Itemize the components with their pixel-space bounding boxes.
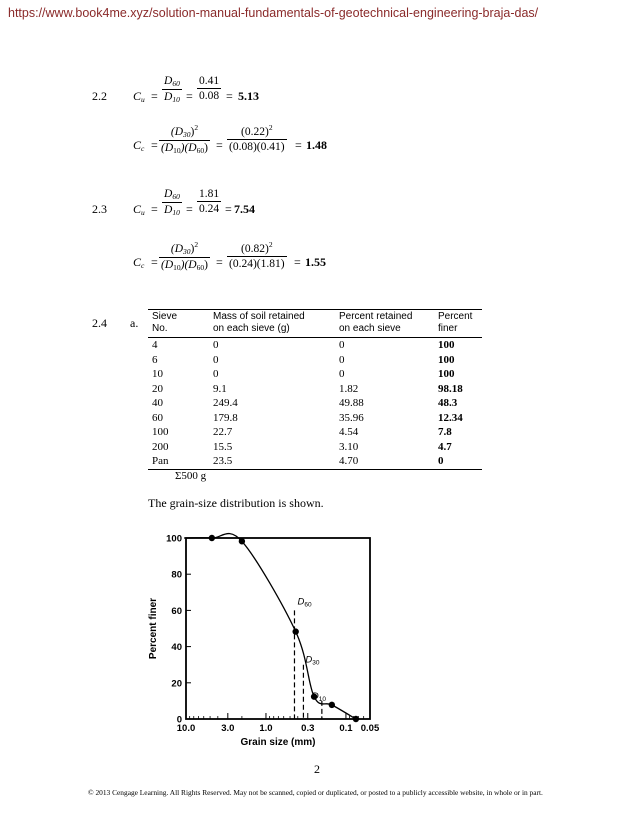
- sieve-no-cell: 60: [152, 411, 163, 424]
- annotation-d10: [312, 691, 326, 703]
- cc-result: 1.48: [306, 138, 327, 152]
- percent-finer-cell: 48.3: [438, 397, 458, 409]
- sieve-no-cell: Pan: [152, 455, 169, 467]
- percent-retained-cell: 3.10: [339, 440, 359, 453]
- header-url[interactable]: https://www.book4me.xyz/solution-manual-fundamentals-of-geotechnical-engineering-braja-das/: [8, 6, 539, 20]
- grain-size-curve: [184, 534, 356, 719]
- cu-numeric-fraction: $\frac{0.41}{0.08}$: [199, 75, 220, 102]
- copyright-notice: © 2013 Cengage Learning. All Rights Reserved. May not be scanned, copied or duplicated, or posted to a publicly accessible website, in whole or in part.: [88, 788, 543, 797]
- y-tick-label: 80: [171, 569, 182, 581]
- table-row: [148, 338, 482, 353]
- annotation-subscript: 10: [318, 695, 326, 703]
- table-row: [148, 353, 482, 368]
- sieve-no-cell: 10: [152, 368, 163, 380]
- cc-symbolic-fraction: $\frac{(D_{30})^2}{(D_{10})(D_{60})}$: [161, 240, 208, 272]
- x-tick-label: 3.0: [221, 723, 235, 734]
- equals-sign: =: [225, 202, 232, 216]
- percent-finer-cell: 98.18: [438, 382, 463, 395]
- percent-finer-cell: 12.34: [438, 411, 463, 424]
- percent-finer-cell: 7.8: [438, 426, 452, 438]
- cu-symbol: $C_u$: [133, 89, 145, 104]
- problem-number-2-4: 2.4: [92, 316, 107, 330]
- problem-number-2-2: 2.2: [92, 89, 107, 103]
- equals-sign: =: [216, 138, 223, 152]
- x-tick-label: 1.0: [259, 723, 273, 734]
- y-axis-label: Percent finer: [148, 597, 159, 660]
- percent-retained-cell: 4.54: [339, 426, 359, 438]
- cc-result: 1.55: [305, 255, 326, 269]
- annotation-subscript: 30: [312, 659, 320, 667]
- x-tick-label: 10.0: [176, 723, 196, 734]
- annotation-d30: [305, 655, 319, 667]
- cu-symbol: $C_u$: [133, 202, 145, 217]
- percent-retained-cell: 49.88: [339, 397, 364, 409]
- header-percent-retained: Percent retained on each sieve: [339, 311, 413, 334]
- header-sieve-no: Sieve No.: [152, 311, 178, 334]
- table-row: [148, 454, 482, 469]
- percent-retained-cell: 0: [339, 339, 345, 351]
- header-mass-retained: Mass of soil retained on each sieve (g): [213, 311, 305, 334]
- percent-finer-cell: 0: [438, 455, 444, 467]
- percent-retained-cell: 0: [339, 368, 345, 380]
- plot-frame: [186, 538, 370, 719]
- table-row: [148, 382, 482, 397]
- mass-retained-cell: 15.5: [213, 440, 233, 453]
- sieve-no-cell: 200: [152, 440, 169, 453]
- data-point: [239, 538, 245, 544]
- y-tick-label: 0: [176, 714, 182, 726]
- equals-sign: =: [295, 138, 302, 152]
- mass-retained-cell: 179.8: [213, 411, 238, 424]
- y-tick-label: 20: [171, 678, 182, 690]
- equals-sign: =: [294, 255, 301, 269]
- table-row: [148, 411, 482, 426]
- data-point: [292, 628, 298, 634]
- mass-retained-cell: 249.4: [213, 397, 238, 409]
- mass-retained-cell: 9.1: [213, 382, 227, 395]
- equals-sign: =: [151, 138, 158, 152]
- annotation-label: D: [305, 654, 313, 666]
- mass-retained-cell: 23.5: [213, 455, 233, 467]
- cu-symbolic-fraction: $\frac{D_{60}}{D_{10}}$: [164, 75, 180, 104]
- percent-retained-cell: 1.82: [339, 382, 359, 395]
- equals-sign: =: [151, 255, 158, 269]
- annotation-label: D: [311, 690, 319, 702]
- percent-retained-cell: 35.96: [339, 411, 364, 424]
- cc-symbol: $C_c$: [133, 255, 145, 270]
- cu-symbolic-fraction: $\frac{D_{60}}{D_{10}}$: [164, 188, 180, 217]
- x-tick-label: 0.1: [339, 723, 353, 734]
- table-row: [148, 440, 482, 455]
- percent-finer-cell: 100: [438, 353, 455, 366]
- table-header-row: [148, 310, 482, 338]
- equals-sign: =: [216, 255, 223, 269]
- cu-result: 5.13: [238, 89, 259, 103]
- mass-retained-cell: 0: [213, 339, 219, 351]
- sieve-no-cell: 4: [152, 339, 158, 351]
- mass-retained-cell: 0: [213, 368, 219, 380]
- x-tick-label: 0.3: [301, 723, 315, 734]
- data-point: [353, 716, 359, 722]
- cc-numeric-fraction: $\frac{(0.22)^2}{(0.08)(0.41)}$: [229, 123, 285, 153]
- y-tick-label: 40: [171, 642, 182, 654]
- equals-sign: =: [226, 89, 233, 103]
- table-row: [148, 367, 482, 382]
- sieve-no-cell: 20: [152, 382, 163, 395]
- mass-retained-cell: 0: [213, 353, 219, 366]
- table-row: [148, 396, 482, 411]
- y-tick-label: 100: [166, 533, 182, 545]
- x-axis-label: Grain size (mm): [240, 737, 316, 748]
- y-tick-label: 60: [171, 605, 182, 617]
- header-percent-finer: Percent finer: [438, 311, 473, 334]
- equals-sign: =: [186, 202, 193, 216]
- cc-symbol: $C_c$: [133, 138, 145, 153]
- percent-retained-cell: 4.70: [339, 455, 359, 467]
- annotation-label: D: [297, 596, 305, 608]
- annotation-subscript: 60: [304, 601, 312, 609]
- caption-text: The grain-size distribution is shown.: [148, 496, 324, 510]
- page-number: 2: [314, 762, 320, 776]
- percent-finer-cell: 100: [438, 339, 455, 351]
- data-point: [209, 535, 215, 541]
- mass-total: Σ500 g: [175, 470, 207, 482]
- annotation-d60: [297, 596, 311, 608]
- problem-number-2-3: 2.3: [92, 202, 107, 216]
- cc-symbolic-fraction: $\frac{(D_{30})^2}{(D_{10})(D_{60})}$: [161, 123, 208, 155]
- sieve-no-cell: 40: [152, 397, 163, 409]
- x-tick-label: 0.05: [360, 723, 380, 734]
- equals-sign: =: [151, 202, 158, 216]
- percent-retained-cell: 0: [339, 353, 345, 366]
- percent-finer-cell: 100: [438, 368, 455, 380]
- cc-numeric-fraction: $\frac{(0.82)^2}{(0.24)(1.81)}$: [229, 240, 285, 270]
- cu-numeric-fraction: $\frac{1.81}{0.24}$: [199, 188, 220, 215]
- grain-size-distribution-chart: [140, 526, 440, 756]
- percent-finer-cell: 4.7: [438, 440, 452, 453]
- mass-retained-cell: 22.7: [213, 426, 233, 438]
- equals-sign: =: [186, 89, 193, 103]
- sieve-no-cell: 100: [152, 426, 169, 438]
- equals-sign: =: [151, 89, 158, 103]
- sieve-no-cell: 6: [152, 353, 158, 366]
- table-row: [148, 425, 482, 440]
- data-point: [329, 702, 335, 708]
- cu-result: 7.54: [234, 202, 255, 216]
- part-label: a.: [130, 316, 139, 330]
- sieve-analysis-table: [148, 309, 482, 470]
